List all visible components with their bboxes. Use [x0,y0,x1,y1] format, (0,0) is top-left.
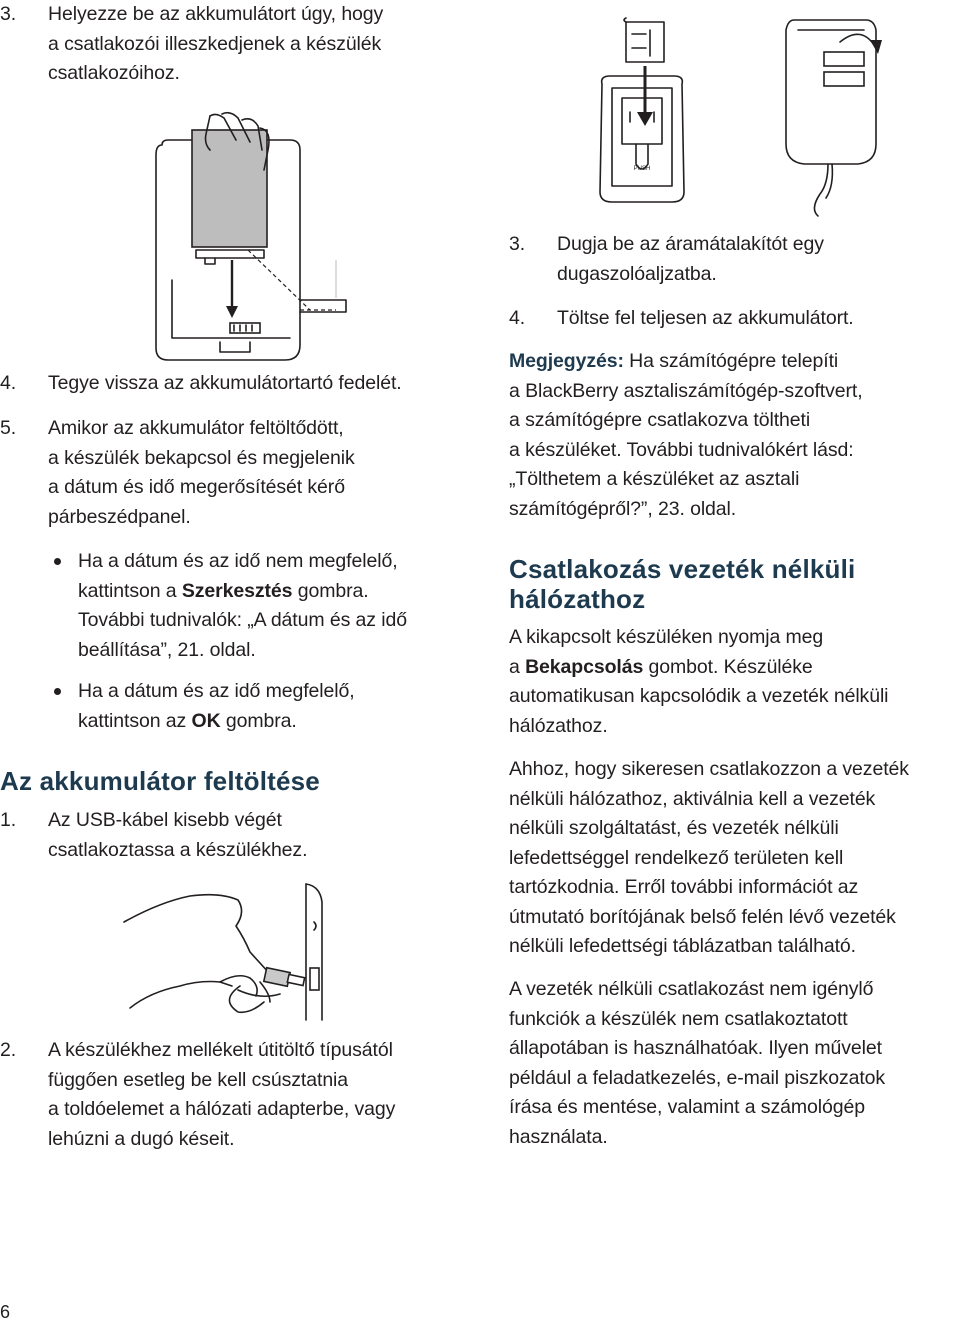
note-line: „Tölthetem a készüléket az asztali [509,468,800,490]
step-number: 4. [509,307,526,329]
step-number: 3. [0,3,17,25]
text-span: gombra. [220,709,297,732]
step-text-line: csatlakoztassa a készülékhez. [48,838,308,861]
text-span: Ha számítógépre telepíti [623,350,839,372]
paragraph-line: A vezeték nélküli csatlakozást nem igénylő [509,978,874,1000]
paragraph-line: funkciók a készülék nem csatlakoztatott [509,1007,848,1030]
wireless-paragraph-1 [509,623,959,741]
section-heading-charging: Az akkumulátor feltöltése [0,766,320,796]
charger-plug-illustration [780,14,890,219]
step-text-line: a toldóelemet a hálózati adapterbe, vagy [48,1098,396,1120]
text-span: gombra. [292,579,369,602]
paragraph-line: lefedettséggel rendelkező területen kell [509,846,844,869]
ok-keyword: OK [191,709,221,732]
bullet-line [78,577,478,607]
note-line: számítógépről?”, 23. oldal. [509,497,737,520]
bullet-line: További tudnivalók: „A dátum és az idő [78,609,407,631]
paragraph-line: például a feladatkezelés, e-mail piszkozatok [509,1066,886,1089]
step-text-line: Helyezze be az akkumulátort úgy, hogy [48,3,384,25]
note-line: a készüléket. További tudnivalókért lásd: [509,438,854,461]
text-span: gombot. Készüléke [643,655,813,678]
note-line [509,347,959,377]
paragraph-line: használata. [509,1125,608,1148]
step-text-line: A készülékhez mellékelt útitöltő típusától [48,1039,393,1061]
step-text-line: párbeszédpanel. [48,505,191,528]
step-text: Tegye vissza az akkumulátortartó fedelét. [48,372,402,394]
usb-cable-illustration [120,882,340,1022]
bullet-line [78,707,478,737]
step-text-line: függően esetleg be kell csúsztatnia [48,1068,349,1091]
bullet-dot-icon [54,558,61,565]
paragraph-line: Ahhoz, hogy sikeresen csatlakozzon a vezeték [509,758,909,780]
paragraph-line: írása és mentése, valamint a számológép [509,1096,865,1118]
paragraph-line: nélküli lefedettségi táblázatban található. [509,935,856,957]
heading-line: Csatlakozás vezeték nélküli [509,554,856,584]
paragraph-line: állapotában is használhatóak. Ilyen művelet [509,1037,882,1059]
step-text-line: Amikor az akkumulátor feltöltődött, [48,417,344,439]
paragraph-line: útmutató borítójának belső felén lévő vezeték [509,905,896,928]
edit-keyword: Szerkesztés [181,579,293,602]
step-text-line: lehúzni a dugó késeit. [48,1127,235,1150]
bullet-line: Ha a dátum és az idő megfelelő, [78,680,355,702]
note-line: a számítógépre csatlakozva töltheti [509,409,811,431]
paragraph-line: automatikusan kapcsolódik a vezeték nélküli [509,685,889,707]
text-span: a [509,655,526,678]
step-number: 1. [0,809,17,831]
step-text-line: Az USB-kábel kisebb végét [48,809,282,831]
paragraph-line: nélküli szolgáltatást, és vezeték nélküli [509,817,839,839]
paragraph-line: tartózkodnia. Erről további információt az [509,876,859,898]
text-span: kattintson a [78,579,182,602]
battery-insertion-illustration [150,110,355,370]
step-text-line: a készülék bekapcsol és megjelenik [48,446,355,469]
step-text-line: Dugja be az áramátalakítót egy [557,233,824,255]
step-text-line: a csatlakozói illeszkedjenek a készülék [48,32,382,55]
paragraph-line: hálózathoz. [509,714,608,737]
note-line: a BlackBerry asztaliszámítógép-szoftvert, [509,379,863,402]
step-text-line: csatlakozóihoz. [48,62,180,84]
paragraph-line: A kikapcsolt készüléken nyomja meg [509,626,824,648]
step-number: 2. [0,1039,17,1061]
step-text-line: a dátum és idő megerősítését kérő [48,476,345,498]
heading-line: hálózathoz [509,584,646,614]
section-heading-wireless [509,554,959,614]
step-number: 4. [0,372,17,394]
charger-adapter-illustration [592,14,692,209]
step-text-line: dugaszolóaljzatba. [557,262,717,285]
note-block [509,347,959,524]
paragraph-line: nélküli hálózathoz, aktiválnia kell a vezeték [509,787,876,810]
bullet-line: Ha a dátum és az idő nem megfelelő, [78,550,398,572]
text-span: kattintson az [78,709,192,732]
paragraph-line [509,653,959,683]
step-text: Töltse fel teljesen az akkumulátort. [557,307,854,329]
push-label: PUSH [633,166,651,172]
step-number: 5. [0,417,17,439]
wireless-paragraph-2 [509,755,960,962]
wireless-paragraph-3 [509,975,959,1152]
step-number: 3. [509,233,526,255]
power-keyword: Bekapcsolás [525,655,644,678]
note-label: Megjegyzés: [509,350,624,372]
bullet-dot-icon [54,688,61,695]
page-number: 6 [0,1302,11,1322]
bullet-line: beállítása”, 21. oldal. [78,638,256,661]
